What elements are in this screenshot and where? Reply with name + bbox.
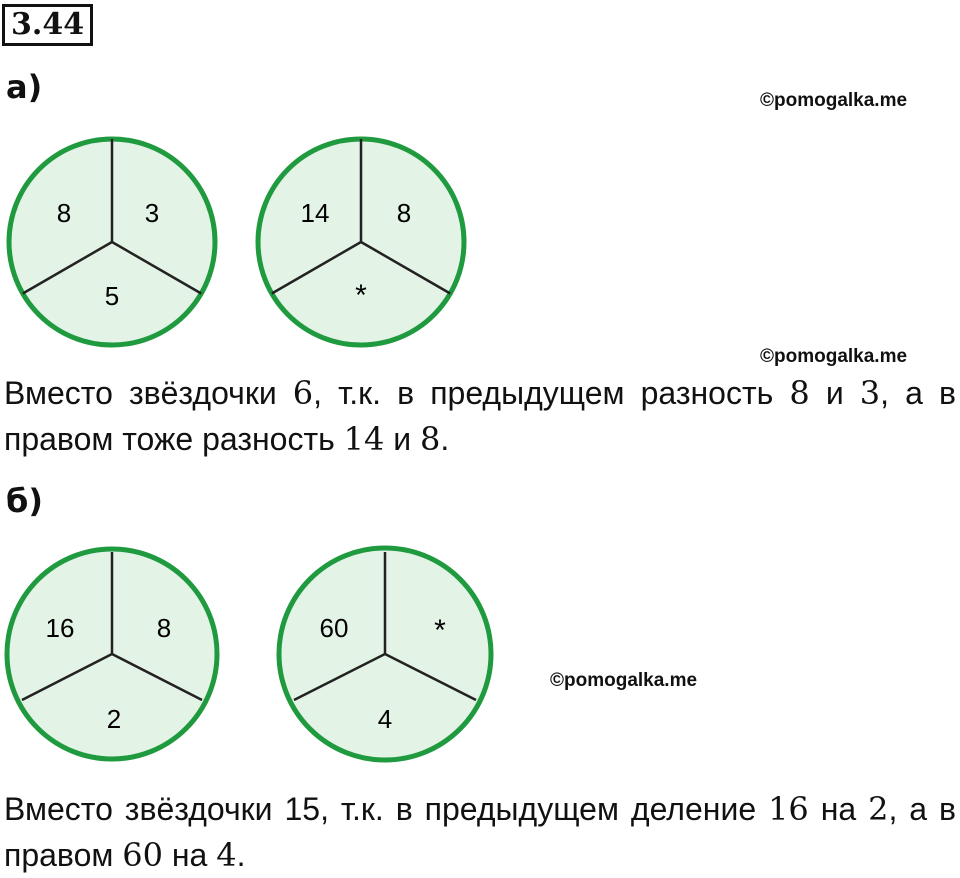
answer-text: на [162, 837, 217, 873]
sector-bottom: 5 [104, 281, 120, 311]
sector-top-right: 8 [156, 613, 172, 643]
answer-text: . [236, 837, 246, 873]
answer-number: 3 [859, 374, 881, 412]
answer-text: Вместо звёздочки [4, 375, 293, 411]
sector-bottom: 4 [377, 704, 393, 734]
answer-text: и [809, 375, 860, 411]
sector-bottom: 2 [106, 704, 122, 734]
part-a-circle-1 [9, 139, 215, 345]
sector-top-right: 8 [396, 198, 412, 228]
answer-text: , а в правом тоже разность [4, 375, 957, 457]
answer-text: , т.к. в предыдущем разность [313, 375, 790, 411]
watermark: ©pomogalka.me [760, 346, 908, 367]
answer-number: 8 [420, 420, 441, 458]
answer-text: и [384, 421, 421, 457]
sector-top-left: 16 [45, 613, 75, 643]
part-b-answer [4, 786, 956, 878]
sector-top-right: * [434, 614, 446, 647]
answer-number: 14 [343, 420, 385, 458]
answer-number: 6 [292, 374, 314, 412]
part-b-circle-1 [7, 549, 217, 759]
answer-number: 4 [216, 836, 237, 874]
part-a-label: а) [6, 68, 43, 106]
problem-number: 3.44 [2, 4, 93, 46]
sector-top-left: 14 [300, 198, 330, 228]
answer-text: . [440, 421, 450, 457]
watermark: ©pomogalka.me [550, 670, 698, 691]
sector-top-left: 60 [319, 613, 349, 643]
answer-number: 60 [122, 836, 163, 874]
answer-text: Вместо звёздочки 15, т.к. в предыдущем деление [4, 791, 769, 827]
answer-number: 16 [768, 790, 809, 828]
part-a-figure [0, 130, 480, 358]
answer-text: , а в правом [4, 791, 957, 873]
part-b-figure [0, 540, 520, 770]
part-b-circle-2 [279, 548, 491, 760]
sector-top-left: 8 [56, 198, 72, 228]
watermark: ©pomogalka.me [760, 90, 908, 111]
part-a-circle-2 [258, 139, 464, 345]
answer-number: 8 [789, 374, 810, 412]
answer-number: 2 [868, 790, 889, 828]
answer-text: на [808, 791, 869, 827]
sector-bottom: * [355, 279, 367, 312]
sector-top-right: 3 [144, 198, 160, 228]
part-a-answer [4, 370, 956, 462]
part-b-label: б) [6, 482, 43, 520]
